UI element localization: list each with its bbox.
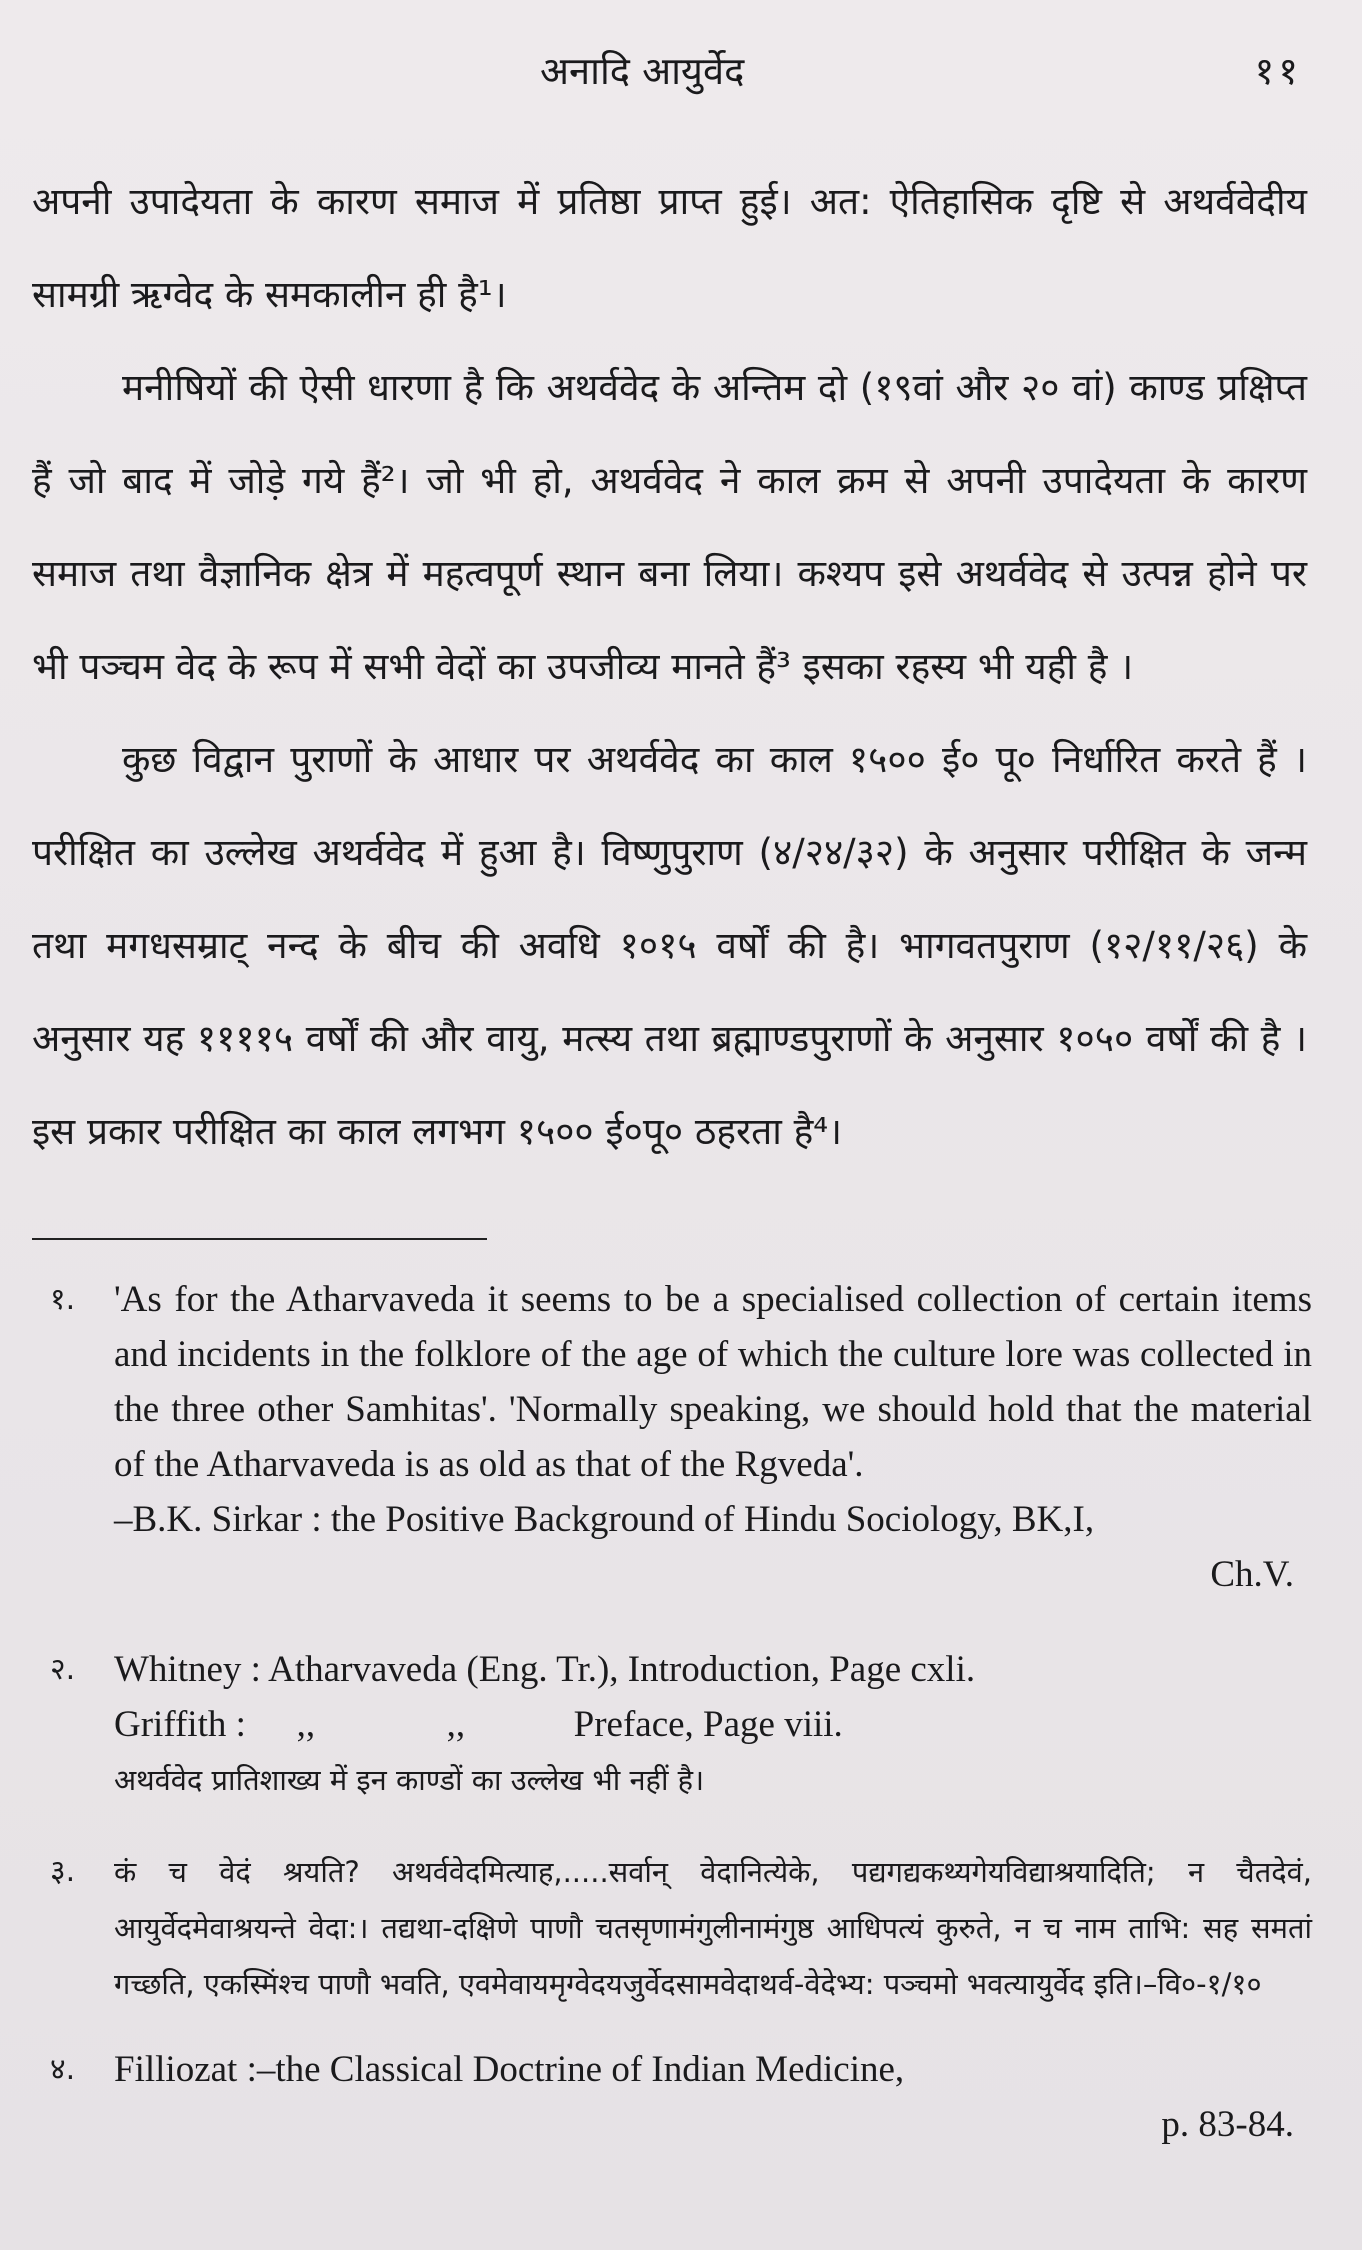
footnote-1 xyxy=(32,1272,1312,1602)
main-text xyxy=(32,155,1307,1178)
footnote-number: ४. xyxy=(50,2052,76,2087)
page-number: ११ xyxy=(1254,49,1302,93)
ditto-mark: ,, xyxy=(446,1704,466,1745)
footnote-text: 'As for the Atharvaveda it seems to be a specialised collection of certain items and incidents in the folklore of the age of which the culture lore was collected in the three other Samhitas'. 'Normally speaking, we should hold that the material of the Atharvaveda is as old as that of the Rgveda'. xyxy=(114,1279,1312,1485)
footnote-author: Griffith : xyxy=(114,1704,246,1745)
footnote-3 xyxy=(32,1844,1312,2012)
footnote-number: १. xyxy=(50,1282,76,1317)
footnote-reference: Preface, Page viii. xyxy=(573,1704,843,1745)
footnote-line: Whitney : Atharvaveda (Eng. Tr.), Introduction, Page cxli. xyxy=(114,1649,976,1690)
footnote-attribution: –B.K. Sirkar : the Positive Background of Hindu Sociology, BK,I, xyxy=(114,1499,1095,1540)
footnote-4 xyxy=(32,2042,1312,2152)
footnote-attribution-tail: Ch.V. xyxy=(1210,1554,1294,1595)
paragraph-2: मनीषियों की ऐसी धारणा है कि अथर्ववेद के अन्तिम दो (१९वां और २० वां) काण्ड प्रक्षिप्त हैं जो बाद में जोड़े गये हैं²। जो भी हो, अथर्ववेद ने काल क्रम से अपनी उपादेयता के कारण समाज तथा वैज्ञानिक क्षेत्र में महत्वपूर्ण स्थान बना लिया। कश्यप इसे अथर्ववेद से उत्पन्न होने पर भी पञ्चम वेद के रूप में सभी वेदों का उपजीव्य मानते हैं³ इसका रहस्य भी यही है । xyxy=(32,366,1307,688)
running-head xyxy=(0,44,1362,104)
paragraph-1: अपनी उपादेयता के कारण समाज में प्रतिष्ठा प्राप्त हुई। अत: ऐतिहासिक दृष्टि से अथर्ववेदीय सामग्री ऋग्वेद के समकालीन ही है¹। xyxy=(32,180,1307,316)
footnote-text: कं च वेदं श्रयति? अथर्ववेदमित्याह,.....सर्वान् वेदानित्येके, पद्यगद्यकथ्यगेयविद्याश्रयादिति; न चैतदेवं, आयुर्वेदमेवाश्रयन्ते वेदा:। तद्यथा-दक्षिणे पाणौ चतसृणामंगुलीनामंगुष्ठ आधिपत्यं कुरुते, न च नाम ताभि: सह समतां गच्छति, एकस्मिंश्च पाणौ भवति, एवमेवायमृग्वेदयजुर्वेदसामवेदाथर्व-वेदेभ्य: पञ्चमो भवत्यायुर्वेद इति।–वि०-१/१० xyxy=(114,1855,1312,2001)
footnote-number: २. xyxy=(50,1652,76,1687)
footnote-divider xyxy=(32,1238,487,1240)
footnote-text: Filliozat :–the Classical Doctrine of Indian Medicine, xyxy=(114,2049,905,2090)
footnote-page-reference: p. 83-84. xyxy=(1161,2104,1294,2145)
footnote-line: अथर्ववेद प्रातिशाख्य में इन काण्डों का उल्लेख भी नहीं है। xyxy=(114,1763,705,1797)
footnotes xyxy=(32,1272,1312,2152)
footnote-line xyxy=(114,1697,1312,1752)
paragraph-3: कुछ विद्वान पुराणों के आधार पर अथर्ववेद का काल १५०० ई० पू० निर्धारित करते हैं । परीक्षित का उल्लेख अथर्ववेद में हुआ है। विष्णुपुराण (४/२४/३२) के अनुसार परीक्षित के जन्म तथा मगधसम्राट् नन्द के बीच की अवधि १०१५ वर्षों की है। भागवतपुराण (१२/११/२६) के अनुसार यह ११११५ वर्षों की और वायु, मत्स्य तथा ब्रह्माण्डपुराणों के अनुसार १०५० वर्षों की है । इस प्रकार परीक्षित का काल लगभग १५०० ई०पू० ठहरता है⁴। xyxy=(32,738,1307,1153)
footnote-2 xyxy=(32,1642,1312,1808)
running-head-title: अनादि आयुर्वेद xyxy=(540,49,745,93)
ditto-mark: ,, xyxy=(296,1704,316,1745)
footnote-number: ३. xyxy=(50,1854,76,1889)
